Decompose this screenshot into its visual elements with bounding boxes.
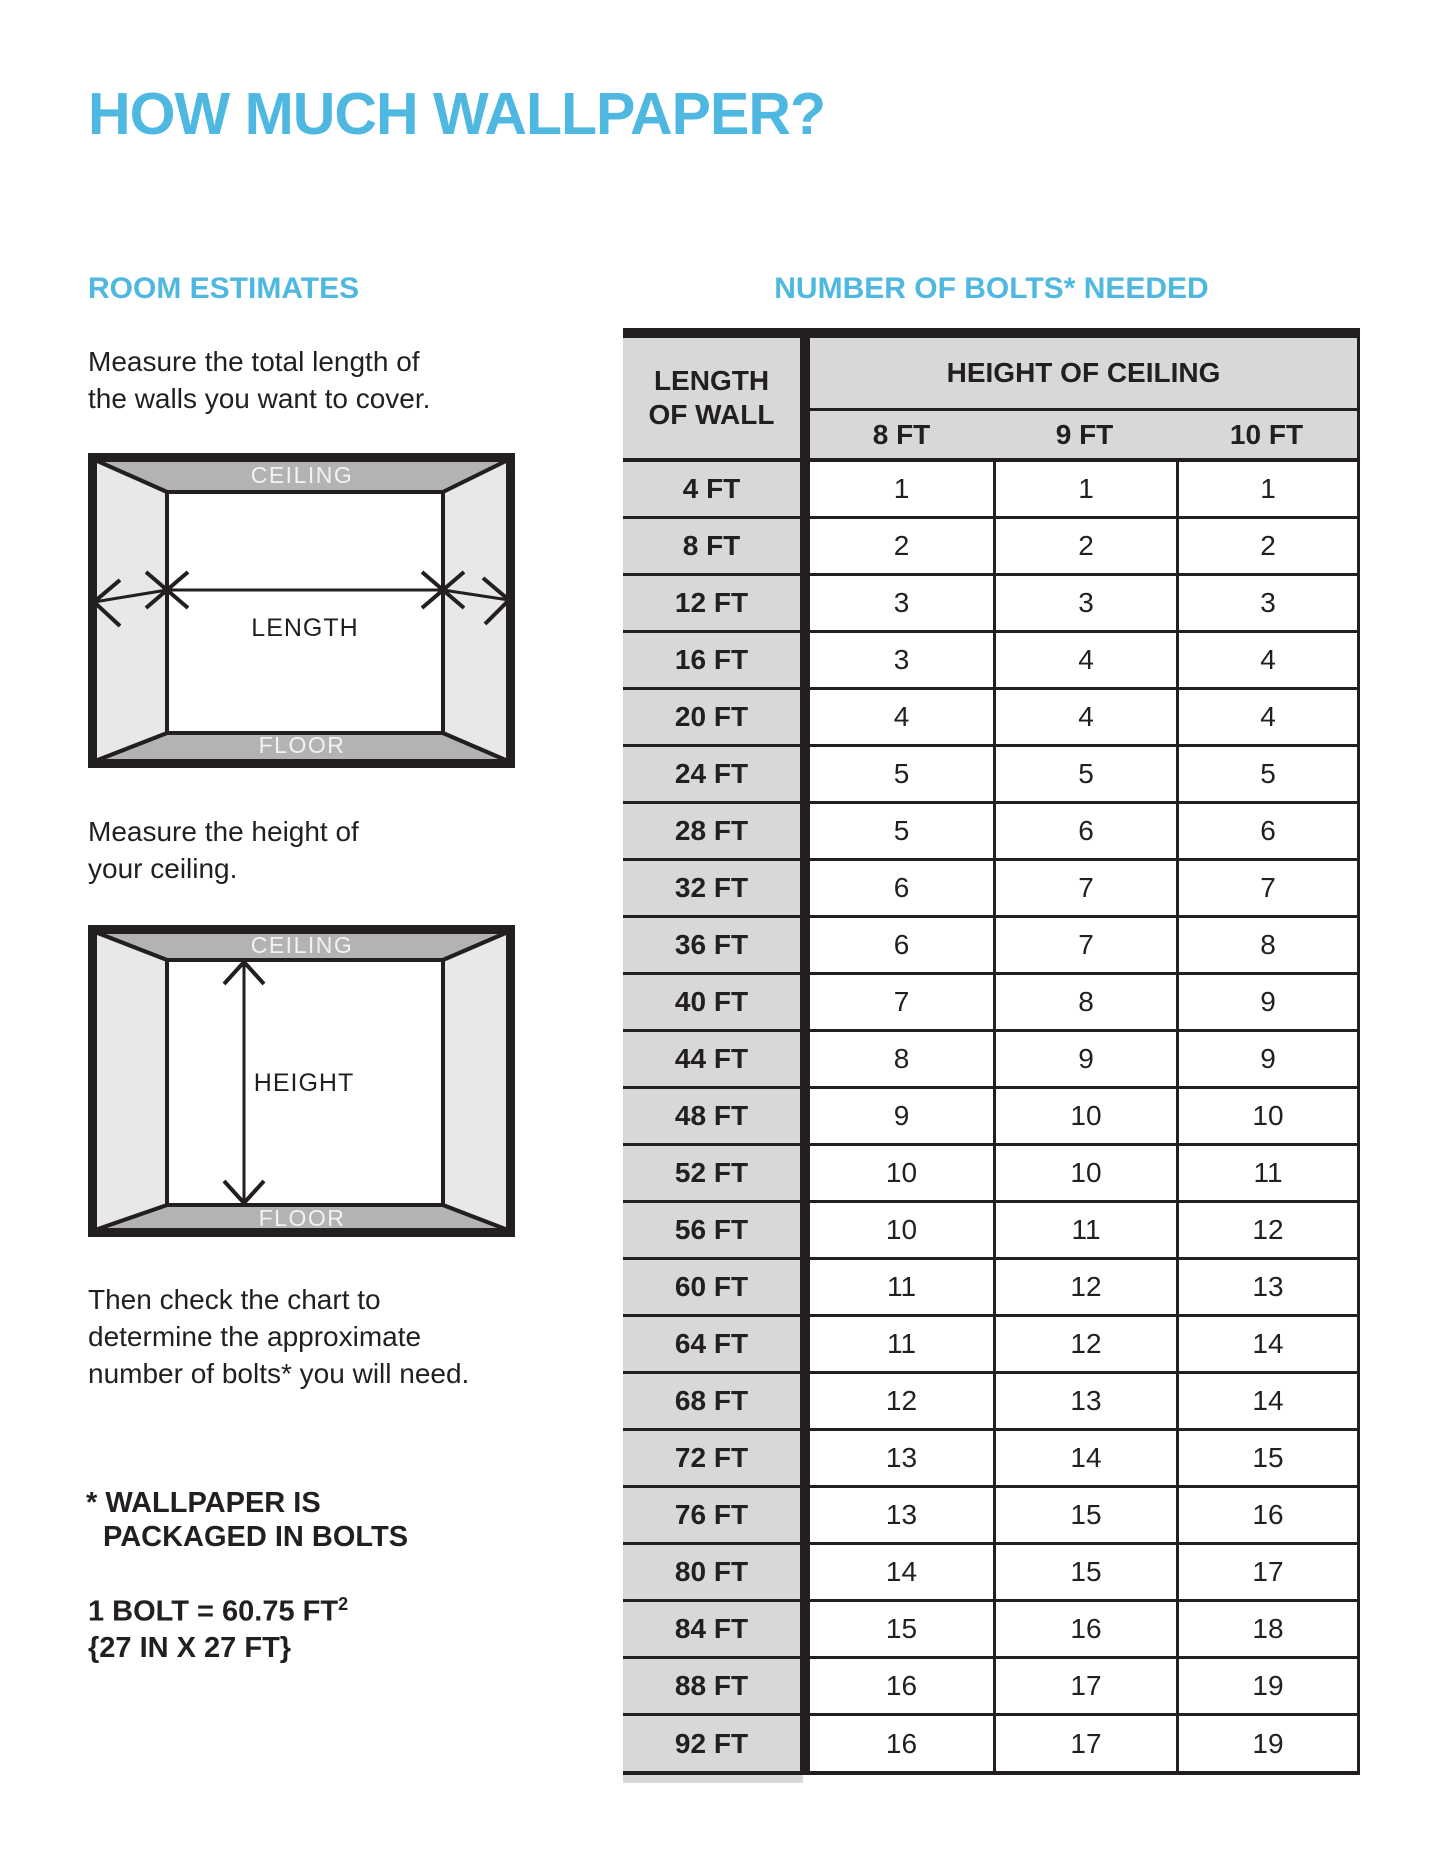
bolt-count-cell: 6 bbox=[1176, 804, 1360, 861]
ceiling-height-diagram bbox=[88, 925, 515, 1237]
bolt-count-cell: 8 bbox=[1176, 918, 1360, 975]
bolt-count-cell: 3 bbox=[810, 633, 993, 690]
bolt-count-cell: 3 bbox=[810, 576, 993, 633]
bolt-count-cell: 2 bbox=[1176, 519, 1360, 576]
bolt-count-cell: 15 bbox=[993, 1545, 1176, 1602]
bolt-count-cell: 2 bbox=[810, 519, 993, 576]
column-header-10ft: 10 FT bbox=[1176, 411, 1360, 462]
bolt-count-cell: 9 bbox=[993, 1032, 1176, 1089]
floor-label: FLOOR bbox=[258, 732, 346, 758]
corner-header-line: OF WALL bbox=[648, 399, 775, 430]
bolts-table-grid bbox=[623, 338, 1360, 1775]
bolt-count-cell: 14 bbox=[1176, 1374, 1360, 1431]
table-thick-divider bbox=[800, 338, 810, 1775]
bolt-count-cell: 11 bbox=[810, 1260, 993, 1317]
bolt-count-cell: 11 bbox=[1176, 1146, 1360, 1203]
row-label-88-ft: 88 FT bbox=[623, 1659, 800, 1716]
row-label-48-ft: 48 FT bbox=[623, 1089, 800, 1146]
length-label: LENGTH bbox=[251, 614, 359, 642]
instruction-measure-length bbox=[88, 343, 430, 417]
bolt-count-cell: 7 bbox=[993, 861, 1176, 918]
row-label-60-ft: 60 FT bbox=[623, 1260, 800, 1317]
bolt-count-cell: 14 bbox=[810, 1545, 993, 1602]
row-label-80-ft: 80 FT bbox=[623, 1545, 800, 1602]
bolt-count-cell: 7 bbox=[993, 918, 1176, 975]
row-label-12-ft: 12 FT bbox=[623, 576, 800, 633]
row-label-4-ft: 4 FT bbox=[623, 462, 800, 519]
row-label-36-ft: 36 FT bbox=[623, 918, 800, 975]
bolt-count-cell: 13 bbox=[810, 1431, 993, 1488]
bolt-count-cell: 15 bbox=[993, 1488, 1176, 1545]
bolt-count-cell: 8 bbox=[993, 975, 1176, 1032]
bolts-needed-heading: NUMBER OF BOLTS* NEEDED bbox=[774, 272, 1209, 305]
bolt-count-cell: 1 bbox=[1176, 462, 1360, 519]
bolt-count-cell: 4 bbox=[1176, 633, 1360, 690]
floor-label: FLOOR bbox=[258, 1205, 346, 1231]
ceiling-label: CEILING bbox=[250, 932, 354, 958]
height-label: HEIGHT bbox=[253, 1069, 355, 1097]
corner-header-line: LENGTH bbox=[653, 365, 770, 396]
instruction-line: the walls you want to cover. bbox=[88, 383, 431, 414]
bolt-size-info bbox=[88, 1586, 348, 1666]
row-label-32-ft: 32 FT bbox=[623, 861, 800, 918]
bolt-count-cell: 7 bbox=[810, 975, 993, 1032]
ceiling-label: CEILING bbox=[250, 462, 354, 488]
bolt-count-cell: 17 bbox=[1176, 1545, 1360, 1602]
bolt-count-cell: 7 bbox=[1176, 861, 1360, 918]
bolt-equivalence bbox=[88, 1586, 348, 1630]
instruction-measure-height bbox=[88, 813, 359, 887]
bolt-count-cell: 3 bbox=[1176, 576, 1360, 633]
bolt-count-cell: 12 bbox=[1176, 1203, 1360, 1260]
right-wall bbox=[443, 932, 508, 1230]
bolt-count-cell: 16 bbox=[1176, 1488, 1360, 1545]
bolt-equivalence-text: 1 BOLT = 60.75 FT bbox=[88, 1595, 339, 1628]
row-label-68-ft: 68 FT bbox=[623, 1374, 800, 1431]
bolt-count-cell: 13 bbox=[1176, 1260, 1360, 1317]
bolt-count-cell: 9 bbox=[810, 1089, 993, 1146]
bolt-count-cell: 6 bbox=[810, 918, 993, 975]
bolt-count-cell: 5 bbox=[810, 804, 993, 861]
footnote-line: PACKAGED IN BOLTS bbox=[103, 1521, 409, 1553]
bolt-count-cell: 16 bbox=[810, 1716, 993, 1775]
bolt-count-cell: 10 bbox=[810, 1146, 993, 1203]
row-label-28-ft: 28 FT bbox=[623, 804, 800, 861]
row-label-64-ft: 64 FT bbox=[623, 1317, 800, 1374]
bolt-count-cell: 14 bbox=[1176, 1317, 1360, 1374]
bolt-count-cell: 15 bbox=[1176, 1431, 1360, 1488]
bolt-count-cell: 4 bbox=[810, 690, 993, 747]
bolt-count-cell: 13 bbox=[810, 1488, 993, 1545]
row-label-92-ft: 92 FT bbox=[623, 1716, 800, 1775]
row-label-84-ft: 84 FT bbox=[623, 1602, 800, 1659]
bolt-count-cell: 13 bbox=[993, 1374, 1176, 1431]
bolt-count-cell: 17 bbox=[993, 1659, 1176, 1716]
bolt-count-cell: 4 bbox=[1176, 690, 1360, 747]
bolt-count-cell: 6 bbox=[810, 861, 993, 918]
left-wall bbox=[95, 932, 167, 1230]
row-label-24-ft: 24 FT bbox=[623, 747, 800, 804]
page-title: HOW MUCH WALLPAPER? bbox=[88, 81, 825, 147]
bolt-count-cell: 5 bbox=[1176, 747, 1360, 804]
room-estimates-heading: ROOM ESTIMATES bbox=[88, 272, 360, 305]
column-header-9ft: 9 FT bbox=[993, 411, 1176, 462]
bolt-count-cell: 9 bbox=[1176, 1032, 1360, 1089]
row-label-16-ft: 16 FT bbox=[623, 633, 800, 690]
bolt-count-cell: 4 bbox=[993, 690, 1176, 747]
bolt-equivalence-exponent: 2 bbox=[338, 1594, 349, 1614]
bolt-count-cell: 10 bbox=[810, 1203, 993, 1260]
bolt-count-cell: 19 bbox=[1176, 1659, 1360, 1716]
bolt-count-cell: 5 bbox=[993, 747, 1176, 804]
bolt-count-cell: 10 bbox=[1176, 1089, 1360, 1146]
instruction-line: Measure the height of bbox=[88, 816, 359, 847]
table-left-column-tab bbox=[623, 1775, 803, 1783]
bolt-count-cell: 6 bbox=[993, 804, 1176, 861]
bolt-count-cell: 9 bbox=[1176, 975, 1360, 1032]
instruction-line: your ceiling. bbox=[88, 853, 238, 884]
row-label-72-ft: 72 FT bbox=[623, 1431, 800, 1488]
bolt-count-cell: 12 bbox=[810, 1374, 993, 1431]
bolt-count-cell: 1 bbox=[810, 462, 993, 519]
footnote-line: * WALLPAPER IS bbox=[86, 1487, 321, 1519]
instruction-line: Then check the chart to bbox=[88, 1284, 381, 1315]
bolt-count-cell: 1 bbox=[993, 462, 1176, 519]
bolt-count-cell: 18 bbox=[1176, 1602, 1360, 1659]
row-label-40-ft: 40 FT bbox=[623, 975, 800, 1032]
back-wall bbox=[167, 492, 443, 733]
bolt-count-cell: 19 bbox=[1176, 1716, 1360, 1775]
bolt-count-cell: 5 bbox=[810, 747, 993, 804]
instruction-line: number of bolts* you will need. bbox=[88, 1358, 470, 1389]
wallpaper-bolts-footnote bbox=[86, 1486, 408, 1554]
bolt-dimensions: {27 IN X 27 FT} bbox=[88, 1631, 292, 1664]
table-top-border bbox=[623, 328, 1360, 338]
bolt-count-cell: 8 bbox=[810, 1032, 993, 1089]
row-label-52-ft: 52 FT bbox=[623, 1146, 800, 1203]
bolt-count-cell: 15 bbox=[810, 1602, 993, 1659]
row-label-56-ft: 56 FT bbox=[623, 1203, 800, 1260]
bolt-count-cell: 3 bbox=[993, 576, 1176, 633]
row-label-76-ft: 76 FT bbox=[623, 1488, 800, 1545]
instruction-line: determine the approximate bbox=[88, 1321, 422, 1352]
column-header-8ft: 8 FT bbox=[810, 411, 993, 462]
bolt-count-cell: 2 bbox=[993, 519, 1176, 576]
bolt-count-cell: 16 bbox=[810, 1659, 993, 1716]
bolt-count-cell: 16 bbox=[993, 1602, 1176, 1659]
bolt-count-cell: 10 bbox=[993, 1089, 1176, 1146]
bolt-count-cell: 12 bbox=[993, 1260, 1176, 1317]
row-label-44-ft: 44 FT bbox=[623, 1032, 800, 1089]
bolt-count-cell: 11 bbox=[993, 1203, 1176, 1260]
row-label-8-ft: 8 FT bbox=[623, 519, 800, 576]
bolt-count-cell: 10 bbox=[993, 1146, 1176, 1203]
bolt-count-cell: 11 bbox=[810, 1317, 993, 1374]
instruction-check-chart bbox=[88, 1281, 469, 1392]
room-length-diagram bbox=[88, 453, 515, 768]
row-label-20-ft: 20 FT bbox=[623, 690, 800, 747]
bolts-table bbox=[623, 328, 1360, 1783]
bolt-count-cell: 4 bbox=[993, 633, 1176, 690]
bolt-count-cell: 17 bbox=[993, 1716, 1176, 1775]
bolt-count-cell: 12 bbox=[993, 1317, 1176, 1374]
height-of-ceiling-header: HEIGHT OF CEILING bbox=[810, 338, 1360, 411]
corner-header-length-of-wall bbox=[623, 338, 800, 462]
bolt-count-cell: 14 bbox=[993, 1431, 1176, 1488]
instruction-line: Measure the total length of bbox=[88, 346, 420, 377]
